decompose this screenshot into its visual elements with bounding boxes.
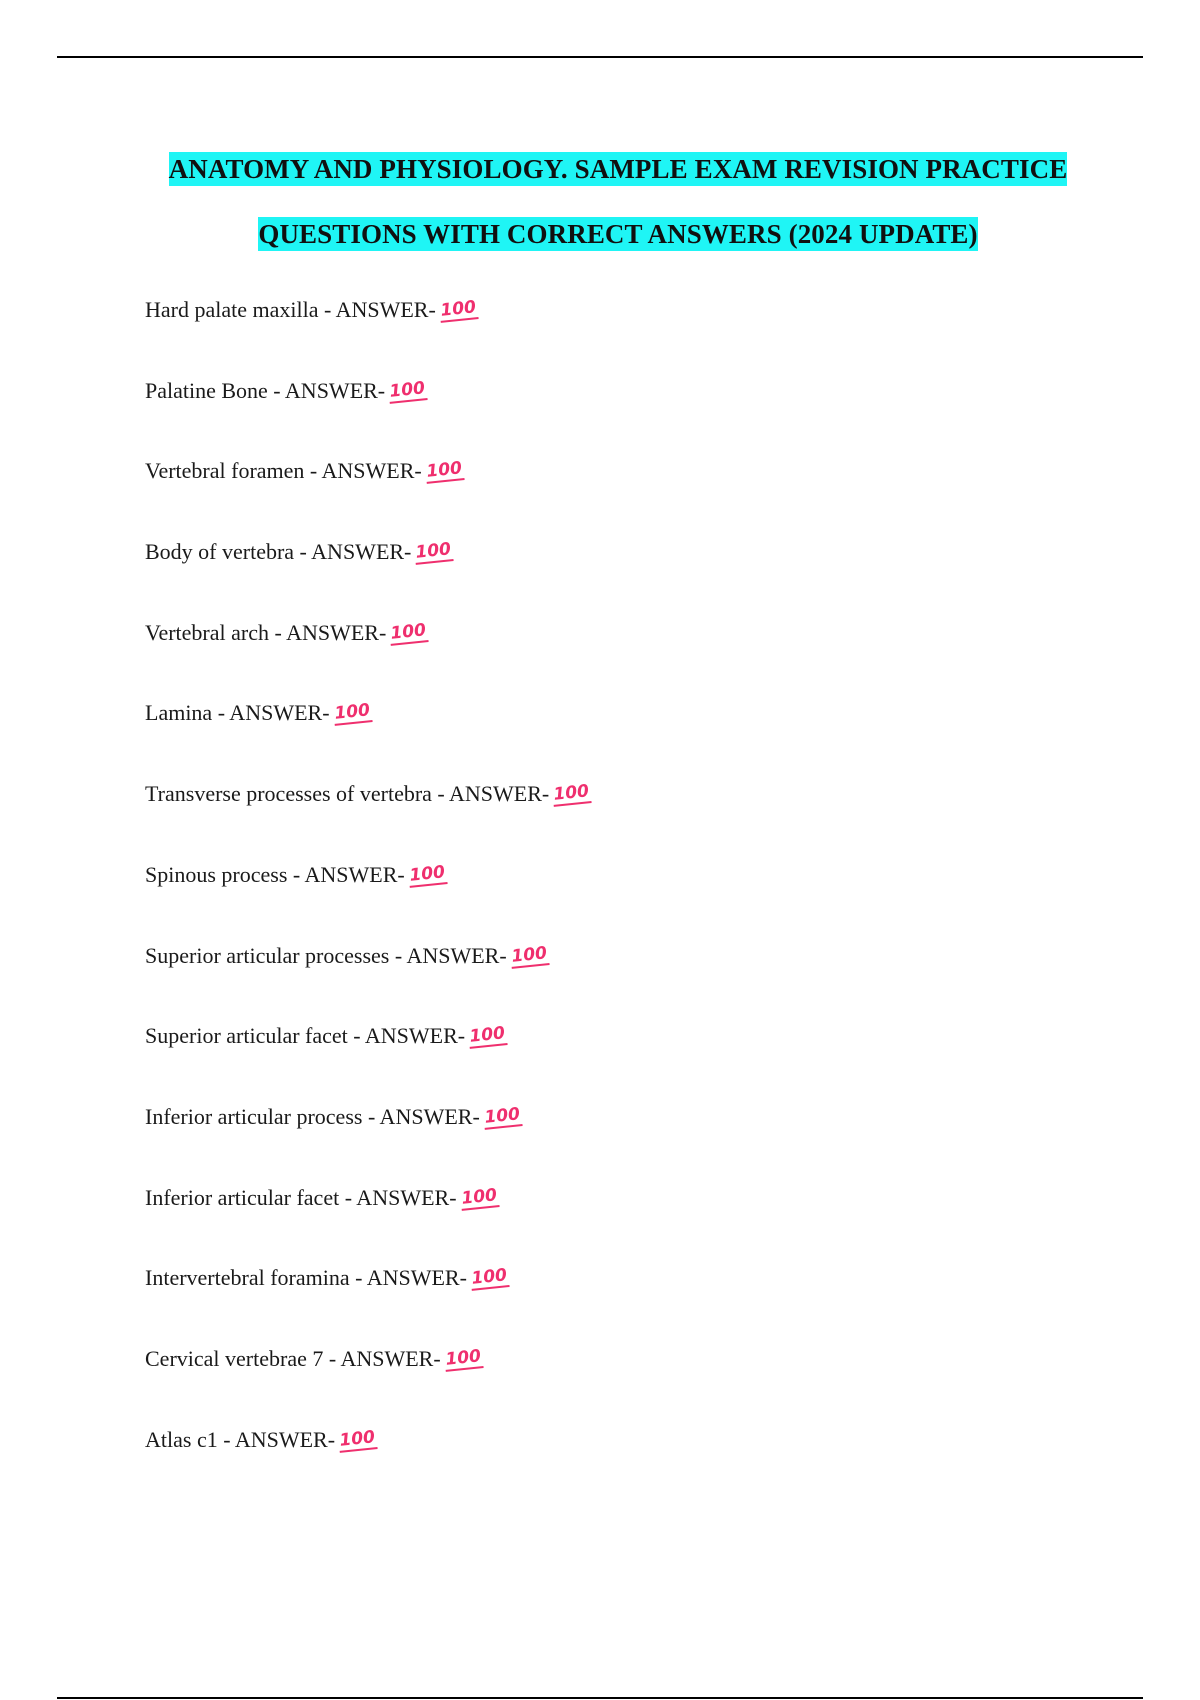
hundred-points-icon: 100 <box>388 380 427 404</box>
list-item <box>145 1172 591 1253</box>
hundred-points-icon: 100 <box>468 1025 507 1049</box>
question-text: Inferior articular process - ANSWER- <box>145 1103 480 1129</box>
question-text: Lamina - ANSWER- <box>145 700 330 726</box>
list-item <box>145 1414 591 1495</box>
list-item <box>145 1010 591 1091</box>
question-text: Body of vertebra - ANSWER- <box>145 539 412 565</box>
footer-rule <box>57 1697 1143 1699</box>
question-text: Transverse processes of vertebra - ANSWER- <box>145 781 550 807</box>
list-item <box>145 445 591 526</box>
title-line-1-text: ANATOMY AND PHYSIOLOGY. SAMPLE EXAM REVISION PRACTICE <box>168 154 1068 184</box>
question-text: Atlas c1 - ANSWER- <box>145 1426 336 1452</box>
hundred-points-icon: 100 <box>407 864 446 888</box>
hundred-points-icon: 100 <box>338 1429 377 1453</box>
hundred-points-icon: 100 <box>389 622 428 646</box>
list-item <box>145 365 591 446</box>
hundred-points-icon: 100 <box>483 1106 522 1130</box>
question-text: Cervical vertebrae 7 - ANSWER- <box>145 1345 441 1371</box>
title-line-2 <box>100 202 1136 267</box>
hundred-points-icon: 100 <box>552 783 591 807</box>
hundred-points-icon: 100 <box>439 299 478 323</box>
question-text: Inferior articular facet - ANSWER- <box>145 1184 457 1210</box>
question-text: Vertebral foramen - ANSWER- <box>145 458 422 484</box>
document-title <box>100 137 1136 267</box>
question-text: Spinous process - ANSWER- <box>145 861 405 887</box>
list-item <box>145 1333 591 1414</box>
question-text: Superior articular processes - ANSWER- <box>145 942 507 968</box>
hundred-points-icon: 100 <box>424 460 463 484</box>
list-item <box>145 687 591 768</box>
question-text: Vertebral arch - ANSWER- <box>145 619 387 645</box>
header-rule <box>57 56 1143 58</box>
question-text: Intervertebral foramina - ANSWER- <box>145 1265 467 1291</box>
title-line-2-text: QUESTIONS WITH CORRECT ANSWERS (2024 UPDATE) <box>258 219 978 249</box>
list-item <box>145 930 591 1011</box>
list-item <box>145 1252 591 1333</box>
list-item <box>145 768 591 849</box>
hundred-points-icon: 100 <box>470 1267 509 1291</box>
list-item <box>145 849 591 930</box>
question-text: Superior articular facet - ANSWER- <box>145 1023 466 1049</box>
hundred-points-icon: 100 <box>414 541 453 565</box>
list-item <box>145 607 591 688</box>
hundred-points-icon: 100 <box>509 945 548 969</box>
question-list <box>145 284 591 1494</box>
hundred-points-icon: 100 <box>332 703 371 727</box>
list-item <box>145 284 591 365</box>
hundred-points-icon: 100 <box>443 1348 482 1372</box>
hundred-points-icon: 100 <box>459 1187 498 1211</box>
list-item <box>145 1091 591 1172</box>
list-item <box>145 526 591 607</box>
title-line-1 <box>100 137 1136 202</box>
question-text: Palatine Bone - ANSWER- <box>145 377 386 403</box>
question-text: Hard palate maxilla - ANSWER- <box>145 297 436 322</box>
